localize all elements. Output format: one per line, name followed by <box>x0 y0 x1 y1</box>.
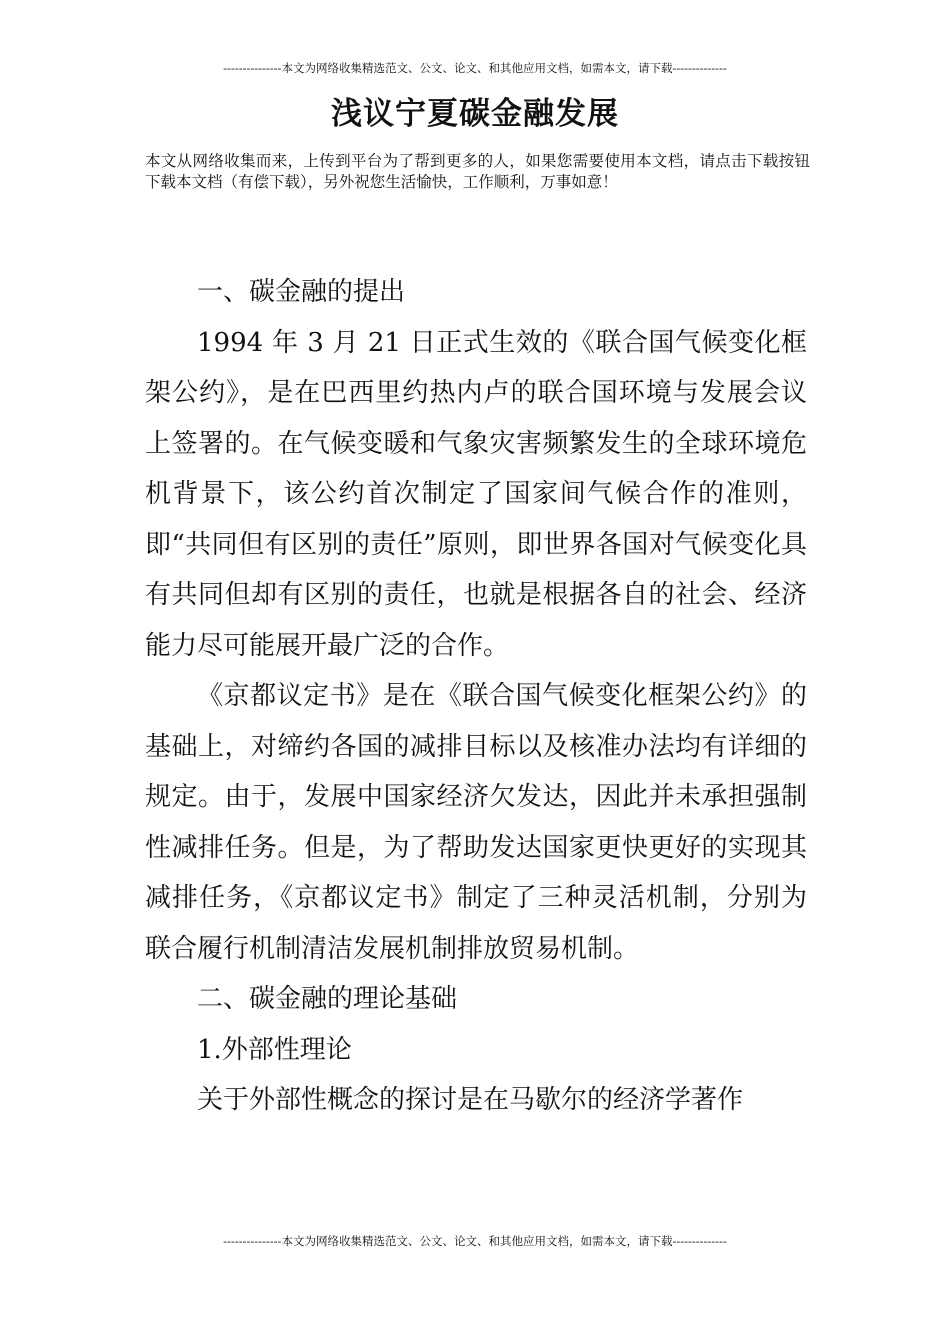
document-body <box>145 267 807 1126</box>
paragraph-1: 1994 年 3 月 21 日正式生效的《联合国气候变化框架公约》，是在巴西里约热内卢的联合国环境与发展会议上签署的。在气候变暖和气象灾害频繁发生的全球环境危机背景下，该公约首次制定了国家间气候合作的准则，即“共同但有区别的责任”原则，即世界各国对气候变化具有共同但却有区别的责任，也就是根据各自的社会、经济能力尽可能展开最广泛的合作。 <box>145 327 807 661</box>
paragraph-2: 《京都议定书》是在《联合国气候变化框架公约》的基础上，对缔约各国的减排目标以及核准办法均有详细的规定。由于，发展中国家经济欠发达，因此并未承担强制性减排任务。但是，为了帮助发达国家更快更好的实现其减排任务，《京都议定书》制定了三种灵活机制，分别为联合履行机制清洁发展机制排放贸易机制。 <box>145 681 807 964</box>
subsection-heading-1: 1.外部性理论 <box>197 1034 352 1065</box>
section-heading-1: 一、碳金融的提出 <box>197 277 406 307</box>
page-footer-notice: ---------------本文为网络收集精选范文、公文、论文、和其他应用文档，如需本文，请下载-------------- <box>223 1234 727 1248</box>
intro-notice: 本文从网络收集而来，上传到平台为了帮到更多的人，如果您需要使用本文档，请点击下载按钮下载本文档（有偿下载），另外祝您生活愉快，工作顺利，万事如意！ <box>145 152 810 191</box>
page-header-notice: ---------------本文为网络收集精选范文、公文、论文、和其他应用文档，如需本文，请下载-------------- <box>223 61 727 75</box>
document-title: 浅议宁夏碳金融发展 <box>331 96 619 132</box>
section-heading-2: 二、碳金融的理论基础 <box>197 984 458 1014</box>
paragraph-3: 关于外部性概念的探讨是在马歇尔的经济学著作 <box>197 1085 744 1115</box>
